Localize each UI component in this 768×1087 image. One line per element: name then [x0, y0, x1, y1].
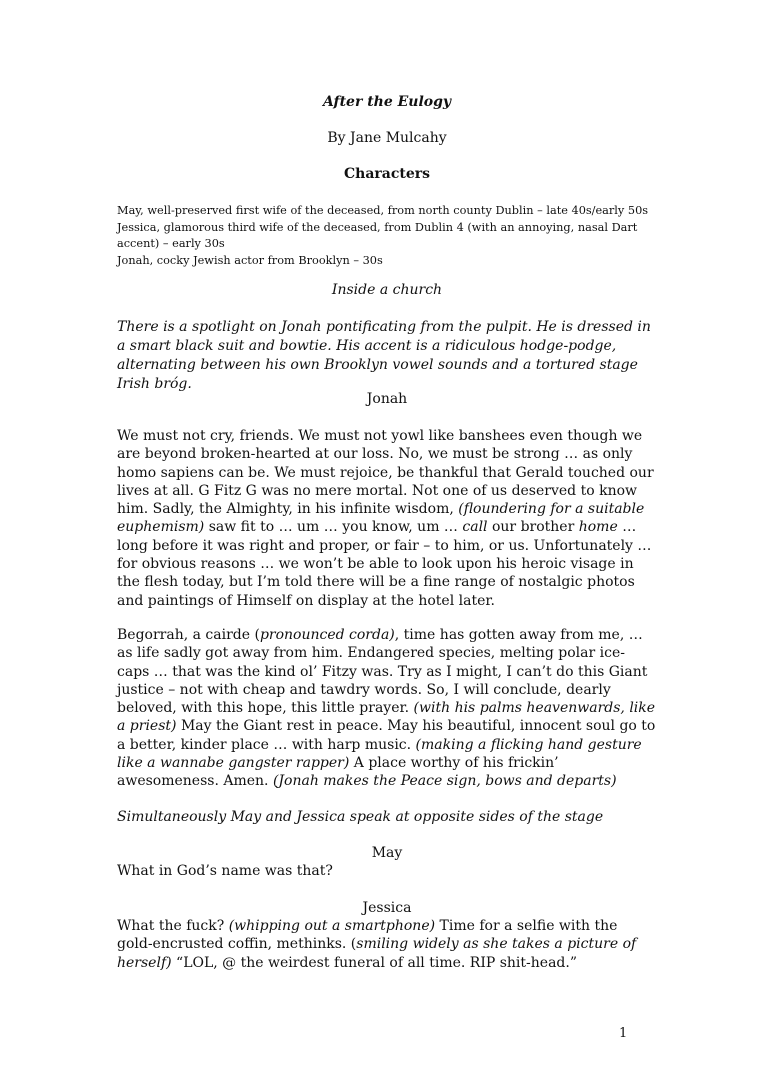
text-run: pronounced corda) — [259, 627, 395, 643]
text-run: home — [578, 519, 618, 536]
text-run: … long before it was right and proper, or fair – to him, or us. Unfortunately … for obvious reasons … we won’t be able to look upon his heroic visage in the flesh today, but I’m told there will be a fine range of nostalgic photos and paintings of Himself on display at the hotel later. — [117, 519, 652, 609]
text-run: Begorrah, a cairde ( — [117, 627, 260, 643]
character-may: May, well-preserved first wife of the deceased, from north county Dublin – late 40s/early 50s — [117, 204, 649, 217]
text-run: May the Giant rest in peace. May his beautiful, innocent soul go to a better, kinder place … with harp music. — [117, 718, 656, 753]
page-number: 1 — [619, 1026, 628, 1041]
speaker-jessica: Jessica — [362, 900, 412, 916]
text-run: A place worthy of his frickin’ awesomeness. Amen. — [117, 755, 559, 790]
text-run: (making a flicking hand gesture like a wannabe gangster rapper) — [117, 736, 642, 772]
character-list — [117, 203, 657, 269]
text-run: call — [462, 519, 488, 536]
text-run: (floundering for a suitable euphemism) — [117, 501, 645, 536]
play-title: After the Eulogy — [322, 94, 452, 110]
byline: By Jane Mulcahy — [327, 130, 447, 146]
text-run: “LOL, @ the weirdest funeral of all time. RIP shit-head.” — [171, 954, 577, 971]
text-run: (with his palms heavenwards, like a priest) — [117, 700, 656, 735]
speaker-jonah: Jonah — [366, 391, 408, 407]
characters-heading: Characters — [344, 166, 430, 182]
text-run: , time has gotten away from me, … as life sadly got away from him. Endangered species, melting polar ice-caps … that was the kind ol’ Fitzy was. Try as I might, I can’t do this Giant justice – not with cheap and tawdry words. So, I will conclude, dearly beloved, with this hope, this little prayer. — [117, 627, 648, 717]
text-run: smiling widely as she takes a picture of herself) — [117, 936, 637, 971]
stage-direction: There is a spotlight on Jonah pontificating from the pulpit. He is dressed in a smart black suit and bowtie. His accent is a ridiculous hodge-podge, alternating between his own Brooklyn vowel sounds and a tortured stage Irish bróg. — [117, 319, 651, 392]
text-run: (Jonah makes the Peace sign, bows and departs) — [272, 773, 617, 790]
text-run: (whipping out a smartphone) — [228, 918, 436, 934]
may-line: What in God’s name was that? — [117, 863, 333, 879]
jessica-line — [117, 917, 657, 972]
text-run: our brother — [487, 519, 579, 536]
jonah-speech-paragraph-1 — [117, 427, 657, 610]
character-jessica: Jessica, glamorous third wife of the deceased, from Dublin 4 (with an annoying, nasal Dart accent) – early 30s — [117, 220, 638, 250]
scene-setting: Inside a church — [331, 282, 443, 298]
jonah-speech-paragraph-2 — [117, 626, 657, 791]
stage-direction: Simultaneously May and Jessica speak at opposite sides of the stage — [117, 809, 604, 825]
text-run: What the fuck? — [117, 918, 229, 934]
speaker-may: May — [371, 845, 403, 861]
text-run: Time for a selfie with the gold-encrusted coffin, methinks. ( — [117, 918, 618, 953]
text-run: We must not cry, friends. We must not yowl like banshees even though we are beyond broken-hearted at our loss. No, we must be strong … as only homo sapiens can be. We must rejoice, be thankful that Gerald touched our lives at all. G Fitz G was no mere mortal. Not one of us deserved to know him. Sadly, the Almighty, in his infinite wisdom, — [117, 428, 654, 518]
character-jonah: Jonah, cocky Jewish actor from Brooklyn – 30s — [117, 253, 383, 267]
text-run: saw fit to … um … you know, um … — [204, 519, 463, 536]
